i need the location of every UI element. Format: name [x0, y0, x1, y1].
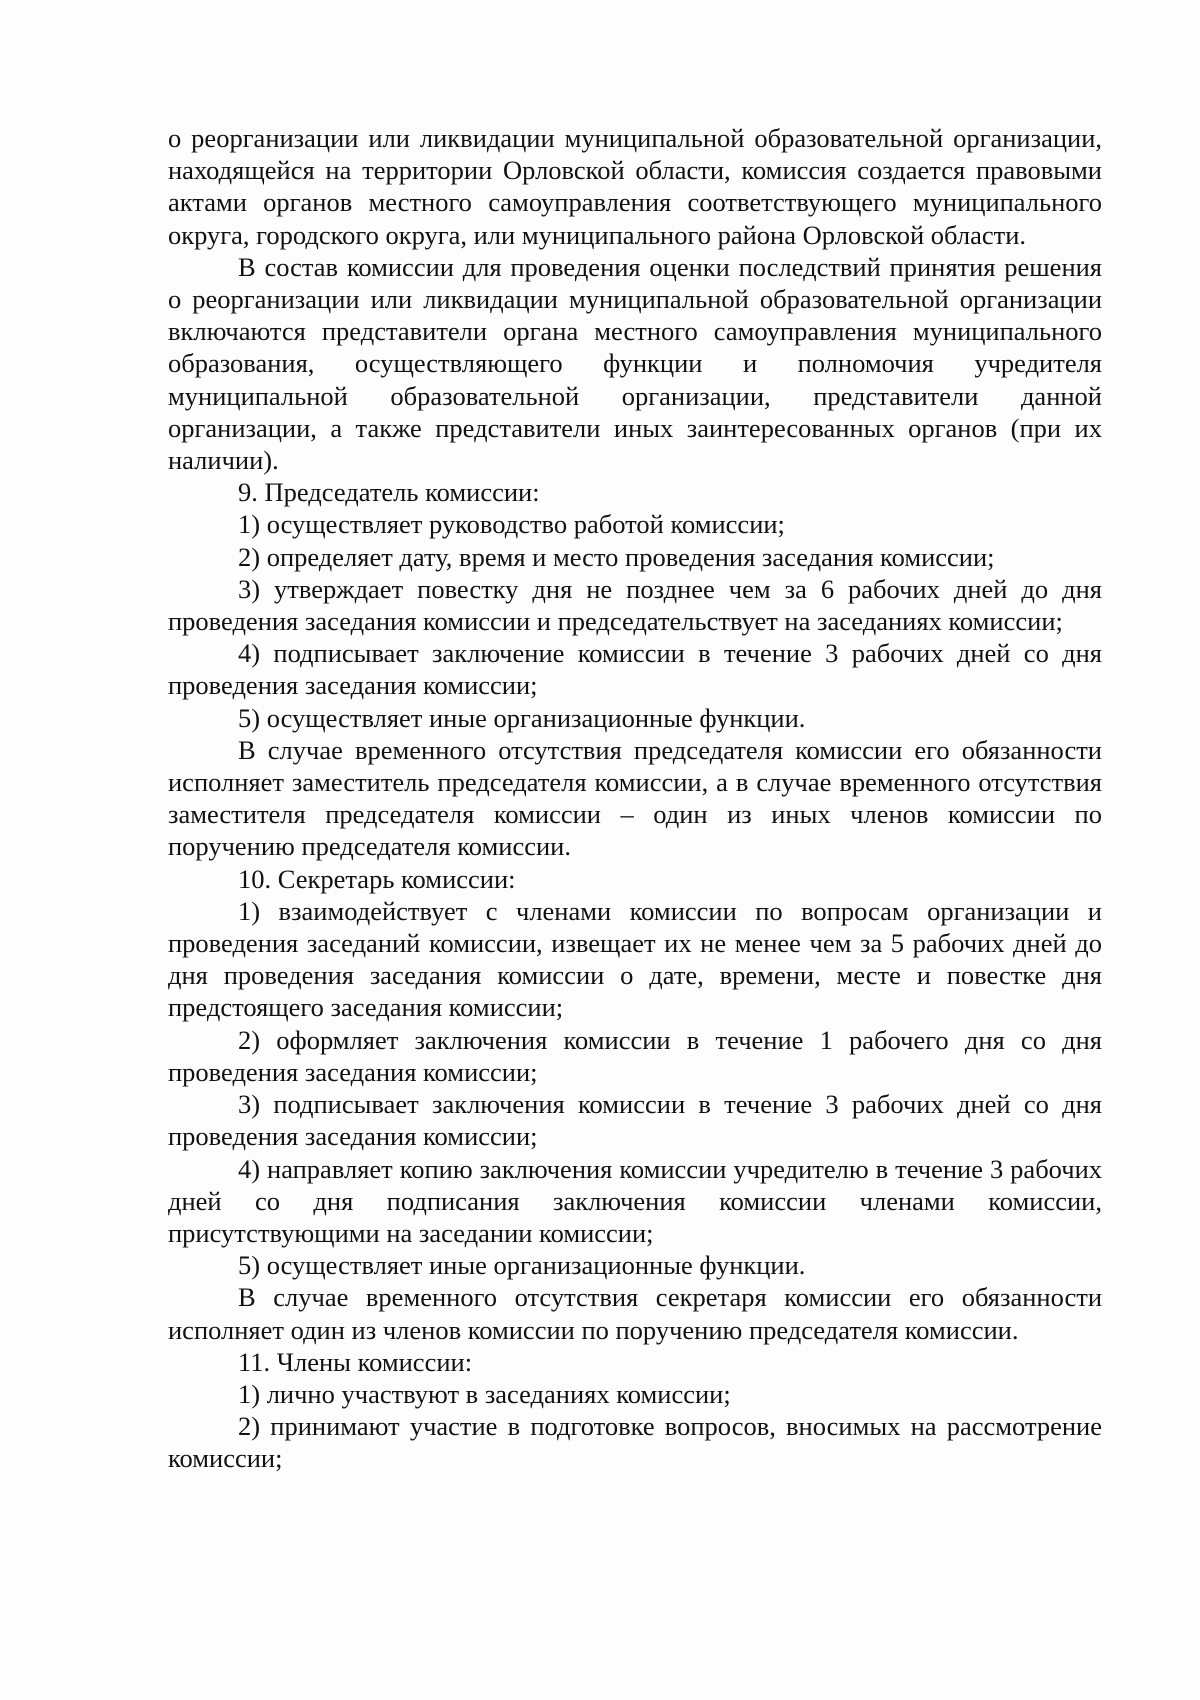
list-item: 1) взаимодействует с членами комиссии по вопросам организации и проведения заседаний комиссии, извещает их не менее чем за 5 рабочих дней до дня проведения заседания комиссии о дате, времени, месте и повестке дня предстоящего заседания комиссии;	[168, 895, 1102, 1023]
list-item: 4) подписывает заключение комиссии в течение 3 рабочих дней со дня проведения заседания комиссии;	[168, 638, 1102, 701]
list-item: 1) осуществляет руководство работой комиссии;	[238, 509, 785, 540]
section-heading-chairman: 9. Председатель комиссии:	[238, 477, 540, 508]
list-item: 2) принимают участие в подготовке вопросов, вносимых на рассмотрение комиссии;	[168, 1411, 1102, 1474]
list-item: 1) лично участвуют в заседаниях комиссии;	[238, 1378, 731, 1409]
paragraph-chairman-absence: В случае временного отсутствия председателя комиссии его обязанности исполняет заместитель председателя комиссии, а в случае временного отсутствия заместителя председателя комиссии – один из иных членов комиссии по поручению председателя комиссии.	[168, 734, 1102, 862]
list-item: 4) направляет копию заключения комиссии учредителю в течение 3 рабочих дней со дня подписания заключения комиссии членами комиссии, присутствующими на заседании комиссии;	[168, 1153, 1102, 1248]
list-item: 5) осуществляет иные организационные функции.	[238, 702, 806, 733]
paragraph-commission-creation: о реорганизации или ликвидации муниципальной образовательной организации, находящейся на территории Орловской области, комиссия создается правовыми актами органов местного самоуправления соответствующего муниципального округа, городского округа, или муниципального района Орловской области.	[168, 123, 1102, 250]
section-heading-secretary: 10. Секретарь комиссии:	[238, 863, 516, 894]
paragraph-commission-composition: В состав комиссии для проведения оценки последствий принятия решения о реорганизации или ликвидации муниципальной образовательной организации включаются представители органа местного самоуправления муниципального образования, осуществляющего функции и полномочия учредителя муниципальной образовательной организации, представители данной организации, а также представители иных заинтересованных органов (при их наличии).	[168, 251, 1102, 476]
list-item: 5) осуществляет иные организационные функции.	[238, 1250, 806, 1281]
list-item: 2) определяет дату, время и место проведения заседания комиссии;	[238, 541, 995, 572]
section-heading-members: 11. Члены комиссии:	[238, 1346, 473, 1377]
list-item: 2) оформляет заключения комиссии в течение 1 рабочего дня со дня проведения заседания комиссии;	[168, 1024, 1102, 1087]
paragraph-secretary-absence: В случае временного отсутствия секретаря комиссии его обязанности исполняет один из членов комиссии по поручению председателя комиссии.	[168, 1282, 1102, 1345]
list-item: 3) утверждает повестку дня не позднее чем за 6 рабочих дней до дня проведения заседания комиссии и председательствует на заседаниях комиссии;	[168, 573, 1102, 637]
list-item: 3) подписывает заключения комиссии в течение 3 рабочих дней со дня проведения заседания комиссии;	[168, 1089, 1102, 1152]
document-body	[168, 122, 1102, 1475]
